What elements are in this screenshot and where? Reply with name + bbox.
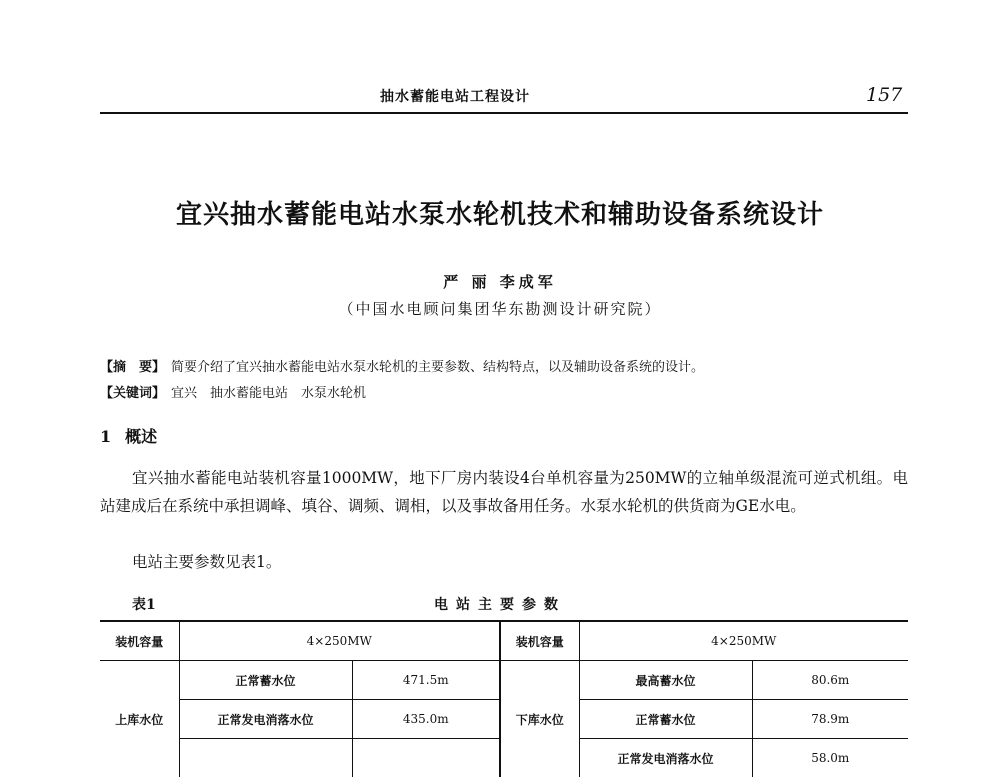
abstract-text: 简要介绍了宜兴抽水蓄能电站水泵水轮机的主要参数、结构特点，以及辅助设备系统的设计。 bbox=[171, 360, 704, 375]
table-cell: 正常发电消落水位 bbox=[579, 739, 752, 777]
table-cell: 下库水位 bbox=[500, 661, 579, 777]
table-title: 电站主要参数 bbox=[0, 594, 1000, 614]
table-row bbox=[100, 661, 908, 700]
table-cell: 正常蓄水位 bbox=[579, 700, 752, 739]
article-authors: 严 丽 李成军 bbox=[0, 271, 1000, 292]
section-title: 概述 bbox=[125, 427, 157, 446]
keywords-label: 【关键词】 bbox=[100, 386, 165, 401]
article-affiliation: （中国水电顾问集团华东勘测设计研究院） bbox=[0, 298, 1000, 319]
table-cell: 装机容量 bbox=[100, 621, 179, 661]
section-number: 1 bbox=[100, 427, 111, 446]
header-rule bbox=[100, 112, 908, 114]
section-heading bbox=[100, 424, 171, 447]
table-cell bbox=[352, 739, 500, 777]
table-cell: 58.0m bbox=[752, 739, 908, 777]
table-cell: 80.6m bbox=[752, 661, 908, 700]
abstract-label: 【摘 要】 bbox=[100, 360, 165, 375]
section-paragraph-2 bbox=[100, 548, 908, 576]
article-title: 宜兴抽水蓄能电站水泵水轮机技术和辅助设备系统设计 bbox=[0, 194, 1000, 231]
table-cell: 435.0m bbox=[352, 700, 500, 739]
paragraph-text: 电站主要参数见表1。 bbox=[100, 548, 908, 576]
paragraph-text: 宜兴抽水蓄能电站装机容量1000MW，地下厂房内装设4台单机容量为250MW的立轴单级混流可逆式机组。电站建成后在系统中承担调峰、填谷、调频、调相，以及事故备用任务。水泵水轮机的供货商为GE水电。 bbox=[100, 464, 908, 520]
table-cell: 正常发电消落水位 bbox=[179, 700, 352, 739]
abstract bbox=[100, 356, 704, 375]
table-cell bbox=[179, 739, 352, 777]
table-cell: 装机容量 bbox=[500, 621, 579, 661]
journal-header-title: 抽水蓄能电站工程设计 bbox=[380, 86, 530, 106]
table-cell: 4×250MW bbox=[179, 621, 500, 661]
table-cell: 471.5m bbox=[352, 661, 500, 700]
table-row bbox=[100, 621, 908, 661]
keywords-text: 宜兴 抽水蓄能电站 水泵水轮机 bbox=[171, 386, 366, 401]
table-cell: 上库水位 bbox=[100, 661, 179, 777]
table-cell: 4×250MW bbox=[579, 621, 908, 661]
parameters-table bbox=[100, 620, 908, 777]
table-cell: 78.9m bbox=[752, 700, 908, 739]
section-paragraph-1 bbox=[100, 464, 908, 520]
keywords bbox=[100, 382, 366, 401]
table-label: 表1 bbox=[132, 594, 156, 614]
page-number: 157 bbox=[866, 84, 902, 106]
table-cell: 最高蓄水位 bbox=[579, 661, 752, 700]
table-cell: 正常蓄水位 bbox=[179, 661, 352, 700]
